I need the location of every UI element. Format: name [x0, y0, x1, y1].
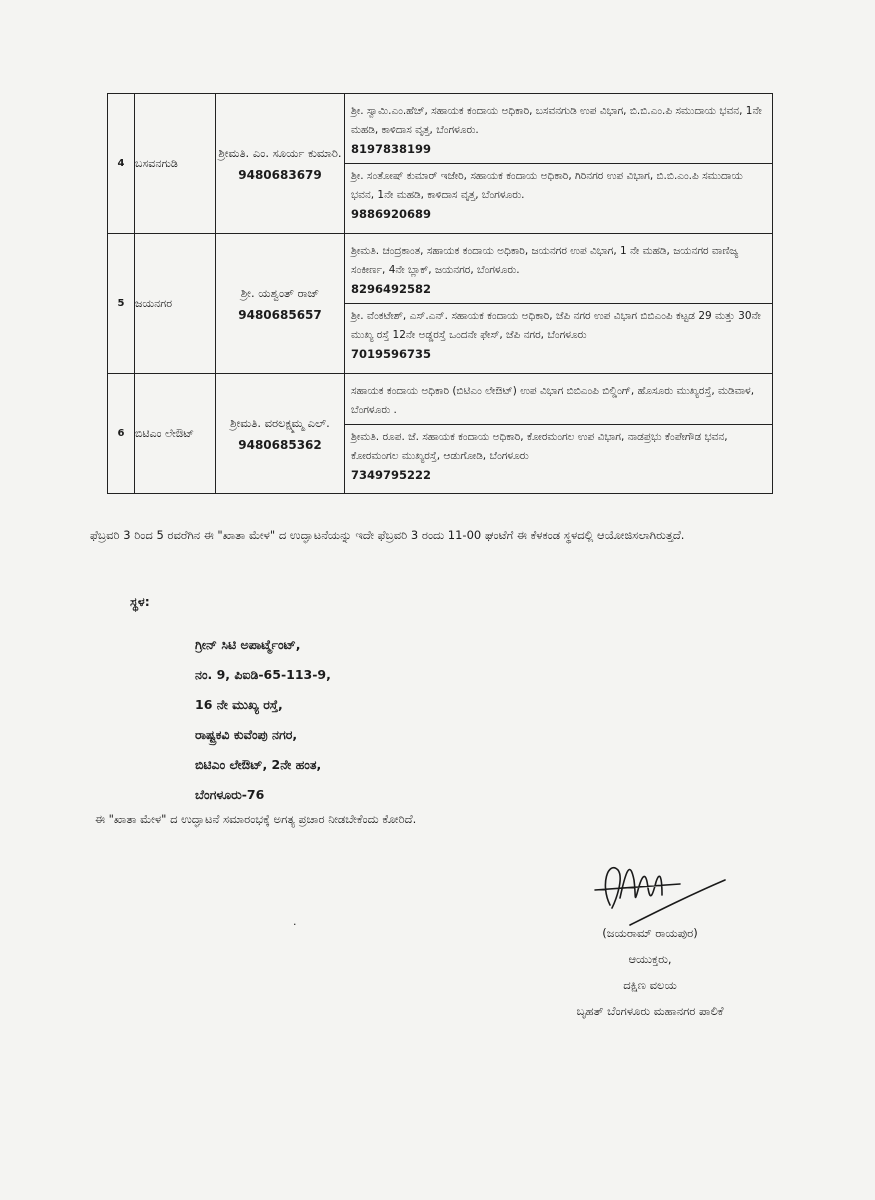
assistant-officer-entry: [345, 379, 772, 424]
table-row: [108, 234, 773, 374]
officer-phone: 9480685362: [238, 437, 322, 452]
signatory-designation: ಆಯುಕ್ತರು,: [628, 952, 672, 966]
address-line: ರಾಷ್ಟ್ರಕವಿ ಕುವೆಂಪು ನಗರ,: [195, 727, 298, 742]
assistant-officer-text: ಶ್ರೀಮತಿ. ಚಂದ್ರಕಾಂತ, ಸಹಾಯಕ ಕಂದಾಯ ಅಧಿಕಾರಿ, ಜಯನಗರ ಉಪ ವಿಭಾಗ, 1 ನೇ ಮಹಡಿ, ಜಯನಗರ ವಾಣಿಜ್ಯ ಸಂಕೀರ್ಣ, 4ನೇ ಬ್ಲಾಕ್, ಜಯನಗರ, ಬೆಂಗಳೂರು.: [351, 245, 739, 276]
ward-name: ಬಸವನಗುಡಿ: [135, 94, 216, 234]
assistant-officers-cell: [345, 374, 773, 494]
venue-label: ಸ್ಥಳ:: [130, 594, 150, 609]
assistant-officer-phone: 8197838199: [351, 142, 432, 156]
assistant-officer-phone: 9886920689: [351, 207, 432, 221]
inauguration-paragraph: ಫೆಬ್ರವರಿ 3 ರಿಂದ 5 ರವರೆಗಿನ ಈ "ಖಾತಾ ಮೇಳ" ದ ಉದ್ಘಾಟನೆಯನ್ನು ಇದೇ ಫೆಬ್ರವರಿ 3 ರಂದು 11-00 ಘಂಟೆಗೆ ಈ ಕೆಳಕಂಡ ಸ್ಥಳದಲ್ಲಿ ಆಯೋಜಿಸಲಾಗಿರುತ್ತದೆ.: [90, 528, 685, 542]
serial-number: 6: [108, 374, 135, 494]
assistant-officer-text: ಶ್ರೀ. ಸಂತೋಷ್ ಕುಮಾರ್ ಇಜೇರಿ, ಸಹಾಯಕ ಕಂದಾಯ ಅಧಿಕಾರಿ, ಗಿರಿನಗರ ಉಪ ವಿಭಾಗ, ಬಿ.ಬಿ.ಎಂ.ಪಿ ಸಮುದಾಯ ಭವನ, 1ನೇ ಮಹಡಿ, ಕಾಳಿದಾಸ ವೃತ್ತ, ಬೆಂಗಳೂರು.: [351, 170, 743, 201]
address-line: 16 ನೇ ಮುಖ್ಯ ರಸ್ತೆ,: [195, 697, 283, 712]
address-line: ಬಿಟಿಎಂ ಲೇಔಟ್, 2ನೇ ಹಂತ,: [195, 757, 322, 772]
stray-mark: .: [293, 915, 297, 928]
assistant-officer-phone: 8296492582: [351, 282, 432, 296]
assistant-officers-cell: [345, 234, 773, 374]
officer-cell: [216, 374, 345, 494]
assistant-officer-entry: [345, 99, 772, 163]
table-row: [108, 94, 773, 234]
assistant-officer-entry: [345, 239, 772, 303]
signatory-zone: ದಕ್ಷಿಣ ವಲಯ: [623, 978, 677, 992]
assistant-officer-entry: [345, 424, 772, 489]
assistant-officer-text: ಸಹಾಯಕ ಕಂದಾಯ ಅಧಿಕಾರಿ (ಬಿಟಿಎಂ ಲೇಔಟ್) ಉಪ ವಿಭಾಗ ಬಿಬಿಎಂಪಿ ಬಿಲ್ಡಿಂಗ್, ಹೊಸೂರು ಮುಖ್ಯರಸ್ತೆ, ಮಡಿವಾಳ, ಬೆಂಗಳೂರು .: [351, 384, 755, 416]
table-row: [108, 374, 773, 494]
signatory-name: (ಜಯರಾಮ್ ರಾಯಪುರ): [602, 926, 698, 940]
serial-number: 4: [108, 94, 135, 234]
signatory-organisation: ಬೃಹತ್ ಬೆಂಗಳೂರು ಮಹಾನಗರ ಪಾಲಿಕೆ: [576, 1004, 724, 1018]
venue-address: [195, 630, 331, 810]
assistant-officers-cell: [345, 94, 773, 234]
officer-table: [107, 93, 773, 494]
assistant-officer-entry: [345, 163, 772, 228]
address-line: ಬೆಂಗಳೂರು-76: [195, 787, 265, 802]
ward-name: ಬಿಟಿಎಂ ಲೇಔಟ್: [135, 374, 216, 494]
officer-cell: [216, 94, 345, 234]
assistant-officer-text: ಶ್ರೀಮತಿ. ರೂಪ. ಜೆ. ಸಹಾಯಕ ಕಂದಾಯ ಅಧಿಕಾರಿ, ಕೋರಮಂಗಲ ಉಪ ವಿಭಾಗ, ನಾಡಪ್ರಭು ಕೆಂಪೇಗೌಡ ಭವನ, ಕೋರಮಂಗಲ ಮುಖ್ಯರಸ್ತೆ, ಆಡುಗೋಡಿ, ಬೆಂಗಳೂರು: [351, 430, 728, 462]
assistant-officer-phone: 7349795222: [351, 467, 432, 482]
signatory-block: [500, 920, 800, 1024]
officer-name: ಶ್ರೀಮತಿ. ಎಂ. ಸೂರ್ಯ ಕುಮಾರಿ.: [218, 145, 342, 160]
assistant-officer-text: ಶ್ರೀ. ವೆಂಕಟೇಶ್, ಎಸ್.ಎನ್. ಸಹಾಯಕ ಕಂದಾಯ ಅಧಿಕಾರಿ, ಜೆಪಿ ನಗರ ಉಪ ವಿಭಾಗ ಬಿಬಿಎಂಪಿ ಕಟ್ಟಡ 29 ಮತ್ತು 30ನೇ ಮುಖ್ಯ ರಸ್ತೆ 12ನೇ ಅಡ್ಡರಸ್ತೆ ಒಂದನೇ ಫೇಸ್, ಜೆಪಿ ನಗರ, ಬೆಂಗಳೂರು: [351, 310, 761, 341]
ward-name: ಜಯನಗರ: [135, 234, 216, 374]
officer-cell: [216, 234, 345, 374]
serial-number: 5: [108, 234, 135, 374]
officer-name: ಶ್ರೀಮತಿ. ವರಲಕ್ಷ್ಮಮ್ಮ ಎಲ್.: [230, 415, 330, 430]
officer-phone: 9480685657: [238, 307, 322, 322]
officer-phone: 9480683679: [238, 167, 322, 182]
assistant-officer-text: ಶ್ರೀ. ಸ್ವಾಮಿ.ಎಂ.ಹೆಚ್, ಸಹಾಯಕ ಕಂದಾಯ ಅಧಿಕಾರಿ, ಬಸವನಗುಡಿ ಉಪ ವಿಭಾಗ, ಬಿ.ಬಿ.ಎಂ.ಪಿ ಸಮುದಾಯ ಭವನ, 1ನೇ ಮಹಡಿ, ಕಾಳಿದಾಸ ವೃತ್ತ, ಬೆಂಗಳೂರು.: [351, 105, 762, 136]
assistant-officer-entry: [345, 303, 772, 368]
signature: [590, 850, 730, 930]
address-line: ಗ್ರೀನ್ ಸಿಟಿ ಅಪಾರ್ಟ್ಮೆಂಟ್,: [195, 637, 301, 652]
assistant-officer-phone: 7019596735: [351, 347, 432, 361]
officer-name: ಶ್ರೀ. ಯಶ್ವಂತ್ ರಾಜ್: [240, 285, 320, 300]
address-line: ನಂ. 9, ಪಿಐಡಿ-65-113-9,: [195, 667, 331, 682]
closing-request: ಈ "ಖಾತಾ ಮೇಳ" ದ ಉದ್ಘಾಟನೆ ಸಮಾರಂಭಕ್ಕೆ ಅಗತ್ಯ ಪ್ರಚಾರ ನೀಡಬೇಕೆಂದು ಕೋರಿದೆ.: [95, 812, 417, 826]
